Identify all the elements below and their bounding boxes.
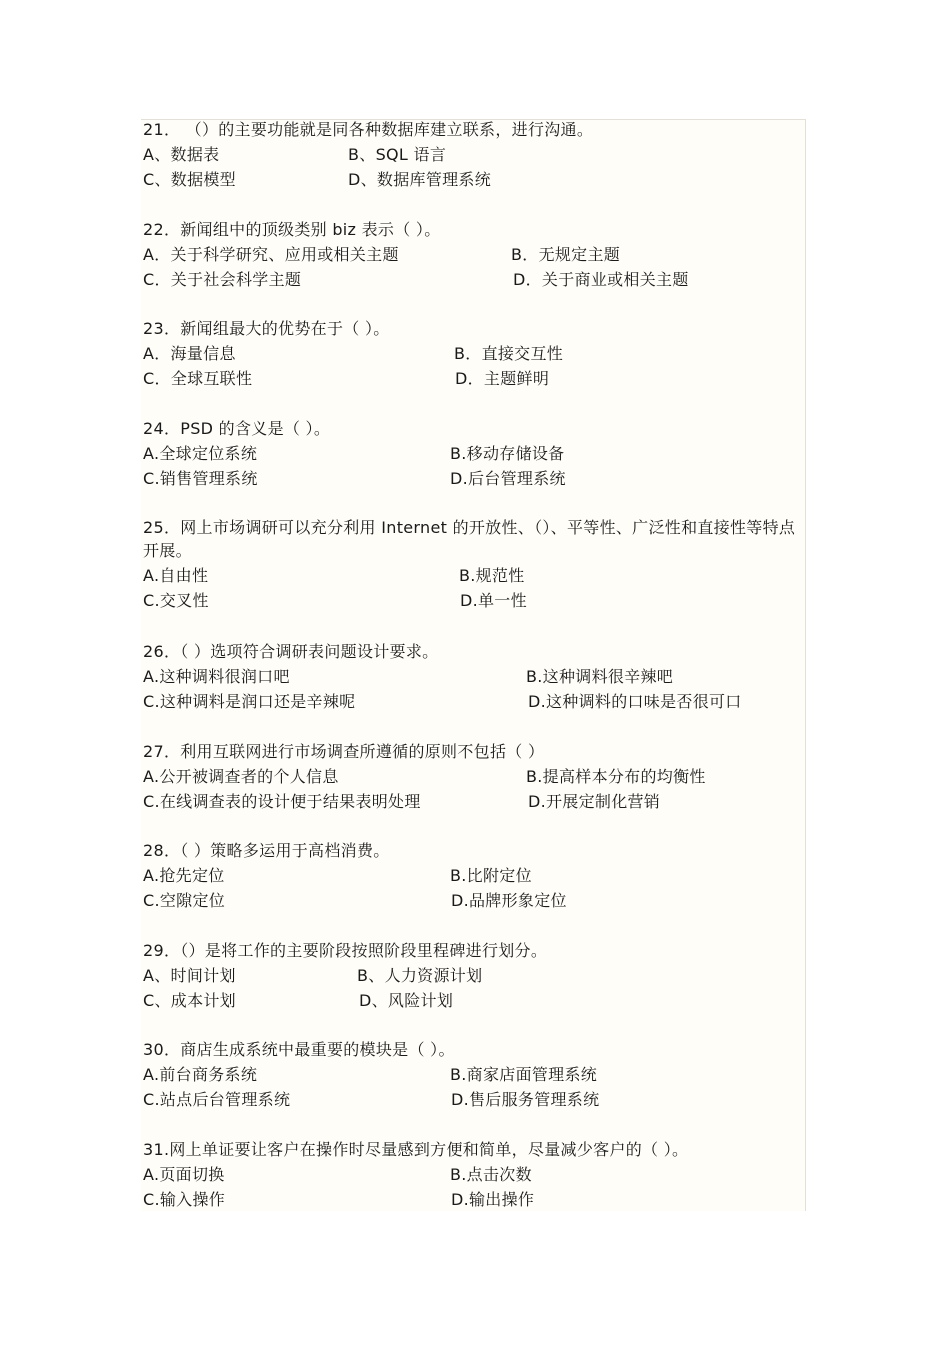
option-d: D.后台管理系统 [450,468,566,488]
question-stem: 23．新闻组最大的优势在于（ ）。 [143,319,390,338]
question-31 [143,1138,803,1238]
option-b: B．直接交互性 [454,344,564,363]
option-d: D.这种调料的口味是否很可口 [528,692,742,711]
option-c: C．全球互联性 [143,369,253,388]
option-b: B.规范性 [459,566,525,585]
option-d: D．关于商业或相关主题 [513,269,689,289]
option-d: D.品牌形象定位 [451,891,567,910]
option-d: D.开展定制化营销 [528,791,661,811]
option-d: D、数据库管理系统 [348,170,492,189]
option-c: C.输入操作 [143,1189,226,1209]
question-28 [143,839,803,939]
option-c: C.这种调料是润口还是辛辣呢 [143,692,356,711]
question-stem: 31.网上单证要让客户在操作时尽量感到方便和简单，尽量减少客户的（ ）。 [143,1139,689,1159]
question-stem: 22．新闻组中的顶级类别 biz 表示（ ）。 [143,219,441,239]
question-stem: 21． （）的主要功能就是同各种数据库建立联系，进行沟通。 [143,120,594,139]
option-b: B．无规定主题 [511,244,621,264]
question-stem: 25．网上市场调研可以充分利用 Internet 的开放性、（）、平等性、广泛性和直接性等特点开展。 [143,518,796,560]
option-a: A.全球定位系统 [143,443,258,463]
option-b: B.移动存储设备 [450,443,565,463]
question-22 [143,218,803,318]
option-d: D．主题鲜明 [455,369,550,388]
option-b: B、人力资源计划 [357,965,483,985]
option-c: C.在线调查表的设计便于结果表明处理 [143,791,421,811]
option-b: B.比附定位 [450,866,532,885]
question-24 [143,417,803,517]
option-a: A.页面切换 [143,1164,225,1184]
option-a: A．关于科学研究、应用或相关主题 [143,244,399,264]
question-stem: 28．（ ）策略多运用于高档消费。 [143,841,390,860]
question-stem: 30．商店生成系统中最重要的模块是（ ）。 [143,1040,455,1059]
option-b: B、SQL 语言 [348,145,447,164]
option-d: D.售后服务管理系统 [451,1090,600,1109]
option-a: A、数据表 [143,145,220,164]
option-d: D.输出操作 [451,1189,535,1209]
option-a: A．海量信息 [143,344,236,363]
option-a: A.抢先定位 [143,866,225,885]
option-b: B.商家店面管理系统 [450,1065,598,1084]
option-a: A.这种调料很润口吧 [143,667,290,686]
option-c: C.站点后台管理系统 [143,1090,291,1109]
option-c: C、数据模型 [143,170,236,189]
question-26 [143,640,803,740]
option-c: C、成本计划 [143,990,236,1010]
option-a: A.自由性 [143,566,209,585]
option-c: C.空隙定位 [143,891,226,910]
question-stem: 29．（）是将工作的主要阶段按照阶段里程碑进行划分。 [143,940,548,960]
question-21 [143,118,803,218]
question-stem: 27．利用互联网进行市场调查所遵循的原则不包括（ ） [143,741,545,761]
question-stem: 26．（ ）选项符合调研表问题设计要求。 [143,642,439,661]
option-a: A.公开被调查者的个人信息 [143,766,339,786]
option-a: A.前台商务系统 [143,1065,258,1084]
option-b: B.提高样本分布的均衡性 [526,766,706,786]
question-stem: 24．PSD 的含义是（ ）。 [143,418,331,438]
option-d: D.单一性 [460,591,527,610]
question-29 [143,939,803,1039]
option-c: C.交叉性 [143,591,209,610]
option-b: B.这种调料很辛辣吧 [526,667,674,686]
question-list [143,118,803,1237]
option-a: A、时间计划 [143,965,236,985]
question-27 [143,740,803,840]
question-25 [143,516,803,640]
question-23 [143,317,803,417]
option-b: B.点击次数 [450,1164,532,1184]
option-c: C.销售管理系统 [143,468,258,488]
option-c: C．关于社会科学主题 [143,269,302,289]
question-30 [143,1038,803,1138]
option-d: D、风险计划 [359,990,454,1010]
